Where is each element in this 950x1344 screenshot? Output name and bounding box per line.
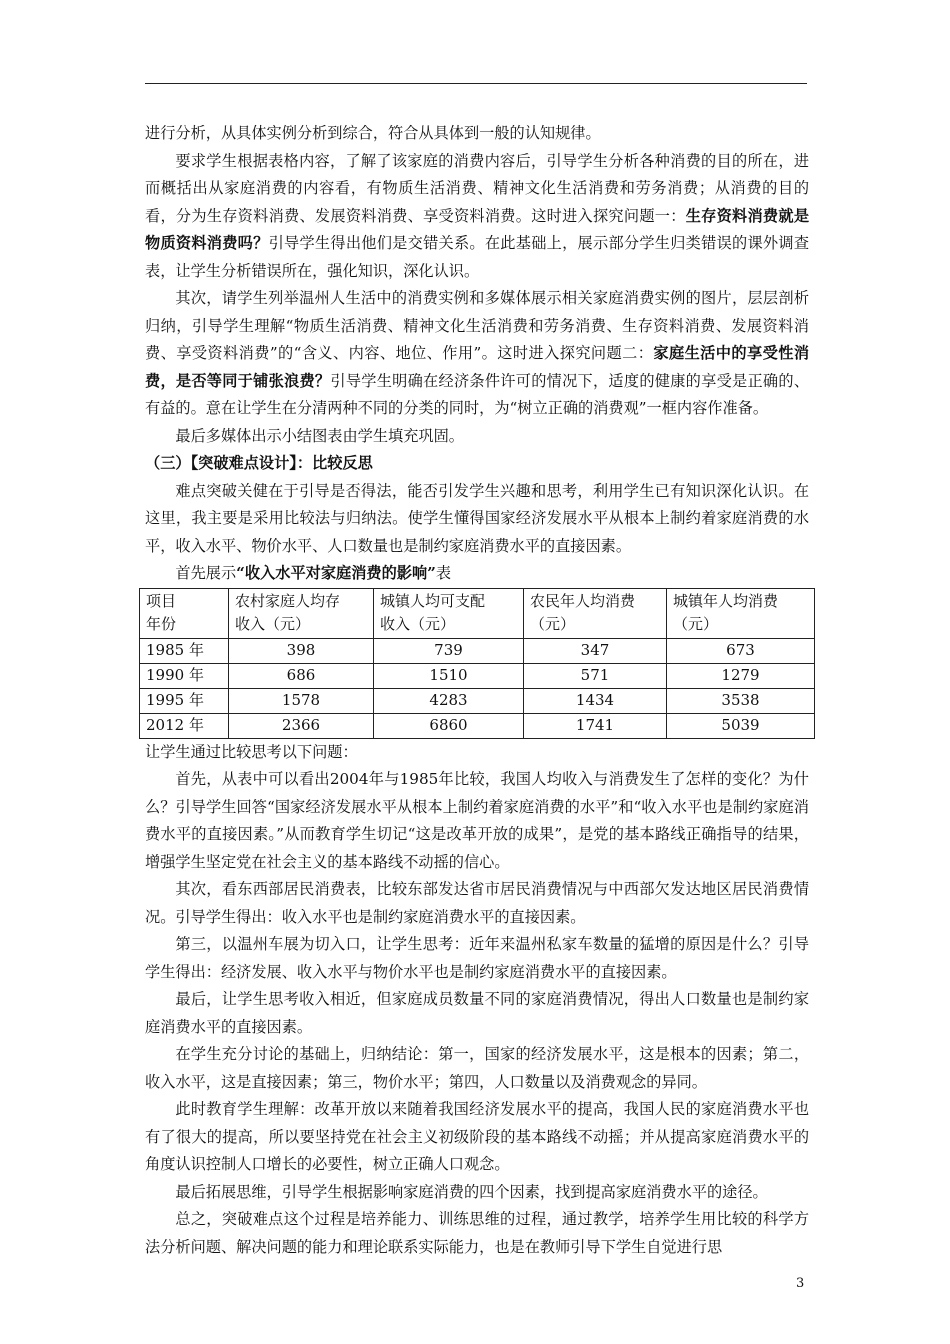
- cell-urban-income: 739: [374, 638, 524, 663]
- cell-year: 1990 年: [140, 663, 229, 688]
- after-table-text: 让学生通过比较思考以下问题：: [145, 742, 358, 761]
- header-cell-urban-income: [374, 588, 524, 638]
- table-caption-title: “收入水平对家庭消费的影响”: [236, 564, 436, 582]
- cell-rural-consumption: 571: [524, 663, 667, 688]
- cell-rural-consumption: 347: [524, 638, 667, 663]
- cell-urban-consumption: 1279: [667, 663, 815, 688]
- table-header-row: [140, 588, 815, 638]
- header-cell-line: 农村家庭人均存: [235, 591, 341, 610]
- paragraph-2-text-a: 要求学生根据表格内容，了解了该家庭的消费内容后，引导学生分析各种消费的目的所在，进而概括出从家庭消费的内容看，有物质生活消费、精神文化生活消费和劳务消费；从消费的目的看，分为生存资料消费、发展资料消费、享受资料消费。这时进入探究问题一：: [145, 151, 809, 225]
- cell-rural-consumption: 1741: [524, 713, 667, 738]
- paragraph-2-text-c: 引导学生得出他们是交错关系。在此基础上，展示部分学生归类错误的课外调查表，让学生分析错误所在，强化知识，深化认识。: [145, 234, 810, 280]
- table-caption-pre: 首先展示: [175, 564, 237, 582]
- cell-year: 1985 年: [140, 638, 229, 663]
- header-cell-line: （元）: [673, 614, 719, 633]
- cell-rural-income: 686: [229, 663, 374, 688]
- table-row: [140, 713, 815, 738]
- paragraph-4: 最后多媒体出示小结图表由学生填充巩固。: [175, 426, 464, 445]
- cell-year: 1995 年: [140, 688, 229, 713]
- paragraph-3-text-a: 其次，请学生列举温州人生活中的消费实例和多媒体展示相关家庭消费实例的图片，层层剖析归纳，引导学生理解“物质生活消费、精神文化生活消费和劳务消费、生存资料消费、发展资料消费、享受资料消费”的“含义、内容、地位、作用”。这时进入探究问题二：: [145, 289, 809, 362]
- cell-rural-consumption: 1434: [524, 688, 667, 713]
- paragraph-5: 难点突破关健在于引导是否得法，能否引发学生兴趣和思考，利用学生已有知识深化认识。在这里，我主要是采用比较法与归纳法。使学生懂得国家经济发展水平从根本上制约着家庭消费的水平，收入水平、物价水平、人口数量也是制约家庭消费水平的直接因素。: [145, 481, 809, 555]
- paragraph-13: 总之，突破难点这个过程是培养能力、训练思维的过程，通过教学，培养学生用比较的科学方法分析问题、解决问题的能力和理论联系实际能力，也是在教师引导下学生自觉进行思: [145, 1210, 809, 1256]
- header-cell-rural-consumption: [524, 588, 667, 638]
- paragraph-9: 最后，让学生思考收入相近，但家庭成员数量不同的家庭消费情况，得出人口数量也是制约家庭消费水平的直接因素。: [145, 990, 809, 1036]
- cell-urban-consumption: 3538: [667, 688, 815, 713]
- header-cell-line: 收入（元）: [380, 614, 456, 633]
- paragraph-8: 第三，以温州车展为切入口，让学生思考：近年来温州私家车数量的猛增的原因是什么？引导学生得出：经济发展、收入水平与物价水平也是制约家庭消费水平的直接因素。: [145, 935, 809, 981]
- cell-rural-income: 2366: [229, 713, 374, 738]
- header-cell-line: （元）: [530, 614, 576, 633]
- header-cell-rural-income: [229, 588, 374, 638]
- paragraph-6: 首先，从表中可以看出2004年与1985年比较，我国人均收入与消费发生了怎样的变化？为什么？引导学生回答“国家经济发展水平从根本上制约着家庭消费的水平”和“收入水平也是制约家庭消费水平的直接因素。”从而教育学生切记“这是改革开放的成果”，是党的基本路线正确指导的结果，增强学生坚定党在社会主义的基本路线不动摇的信心。: [145, 770, 809, 871]
- paragraph-2: [145, 148, 809, 286]
- inquiry-question-2: 家庭生活中的享受性消费，是否等同于铺张浪费？: [145, 344, 810, 390]
- section-heading: （三）【突破难点设计】：比较反思: [145, 454, 373, 472]
- table-row: [140, 638, 815, 663]
- header-cell-item-year: [140, 588, 229, 638]
- inquiry-question-1: 生存资料消费就是物质资料消费吗？: [145, 206, 810, 252]
- cell-urban-income: 6860: [374, 713, 524, 738]
- header-cell-line: 项目: [146, 591, 177, 610]
- table-caption: [145, 560, 809, 588]
- cell-urban-consumption: 673: [667, 638, 815, 663]
- header-cell-line: 城镇年人均消费: [673, 591, 779, 610]
- header-cell-line: 农民年人均消费: [530, 591, 636, 610]
- header-cell-line: 城镇人均可支配: [380, 591, 486, 610]
- table-row: [140, 663, 815, 688]
- cell-year: 2012 年: [140, 713, 229, 738]
- document-body: [145, 120, 809, 1261]
- cell-rural-income: 398: [229, 638, 374, 663]
- table-caption-post: 表: [435, 564, 452, 582]
- cell-urban-income: 4283: [374, 688, 524, 713]
- paragraph-3-text-c: 引导学生明确在经济条件许可的情况下，适度的健康的享受是正确的、有益的。意在让学生在分清两种不同的分类的同时，为“树立正确的消费观”一框内容作准备。: [145, 371, 810, 417]
- cell-urban-consumption: 5039: [667, 713, 815, 738]
- page-number: 3: [796, 1276, 805, 1291]
- paragraph-11: 此时教育学生理解：改革开放以来随着我国经济发展水平的提高，我国人民的家庭消费水平也有了很大的提高，所以要坚持党在社会主义初级阶段的基本路线不动摇；并从提高家庭消费水平的角度认识控制人口增长的必要性，树立正确人口观念。: [145, 1100, 809, 1173]
- paragraph-3: [145, 285, 809, 423]
- header-cell-urban-consumption: [667, 588, 815, 638]
- paragraph-1: 进行分析，从具体实例分析到综合，符合从具体到一般的认知规律。: [145, 124, 601, 142]
- cell-rural-income: 1578: [229, 688, 374, 713]
- header-rule: [145, 83, 807, 84]
- income-consumption-table: [139, 588, 815, 739]
- table-row: [140, 688, 815, 713]
- paragraph-12: 最后拓展思维，引导学生根据影响家庭消费的四个因素，找到提高家庭消费水平的途径。: [175, 1182, 768, 1201]
- header-cell-line: 年份: [146, 614, 177, 633]
- header-cell-line: 收入（元）: [235, 614, 311, 633]
- paragraph-10: 在学生充分讨论的基础上，归纳结论：第一，国家的经济发展水平，这是根本的因素；第二，收入水平，这是直接因素；第三，物价水平；第四，人口数量以及消费观念的异同。: [145, 1045, 809, 1091]
- paragraph-7: 其次，看东西部居民消费表，比较东部发达省市居民消费情况与中西部欠发达地区居民消费情况。引导学生得出：收入水平也是制约家庭消费水平的直接因素。: [145, 880, 809, 926]
- cell-urban-income: 1510: [374, 663, 524, 688]
